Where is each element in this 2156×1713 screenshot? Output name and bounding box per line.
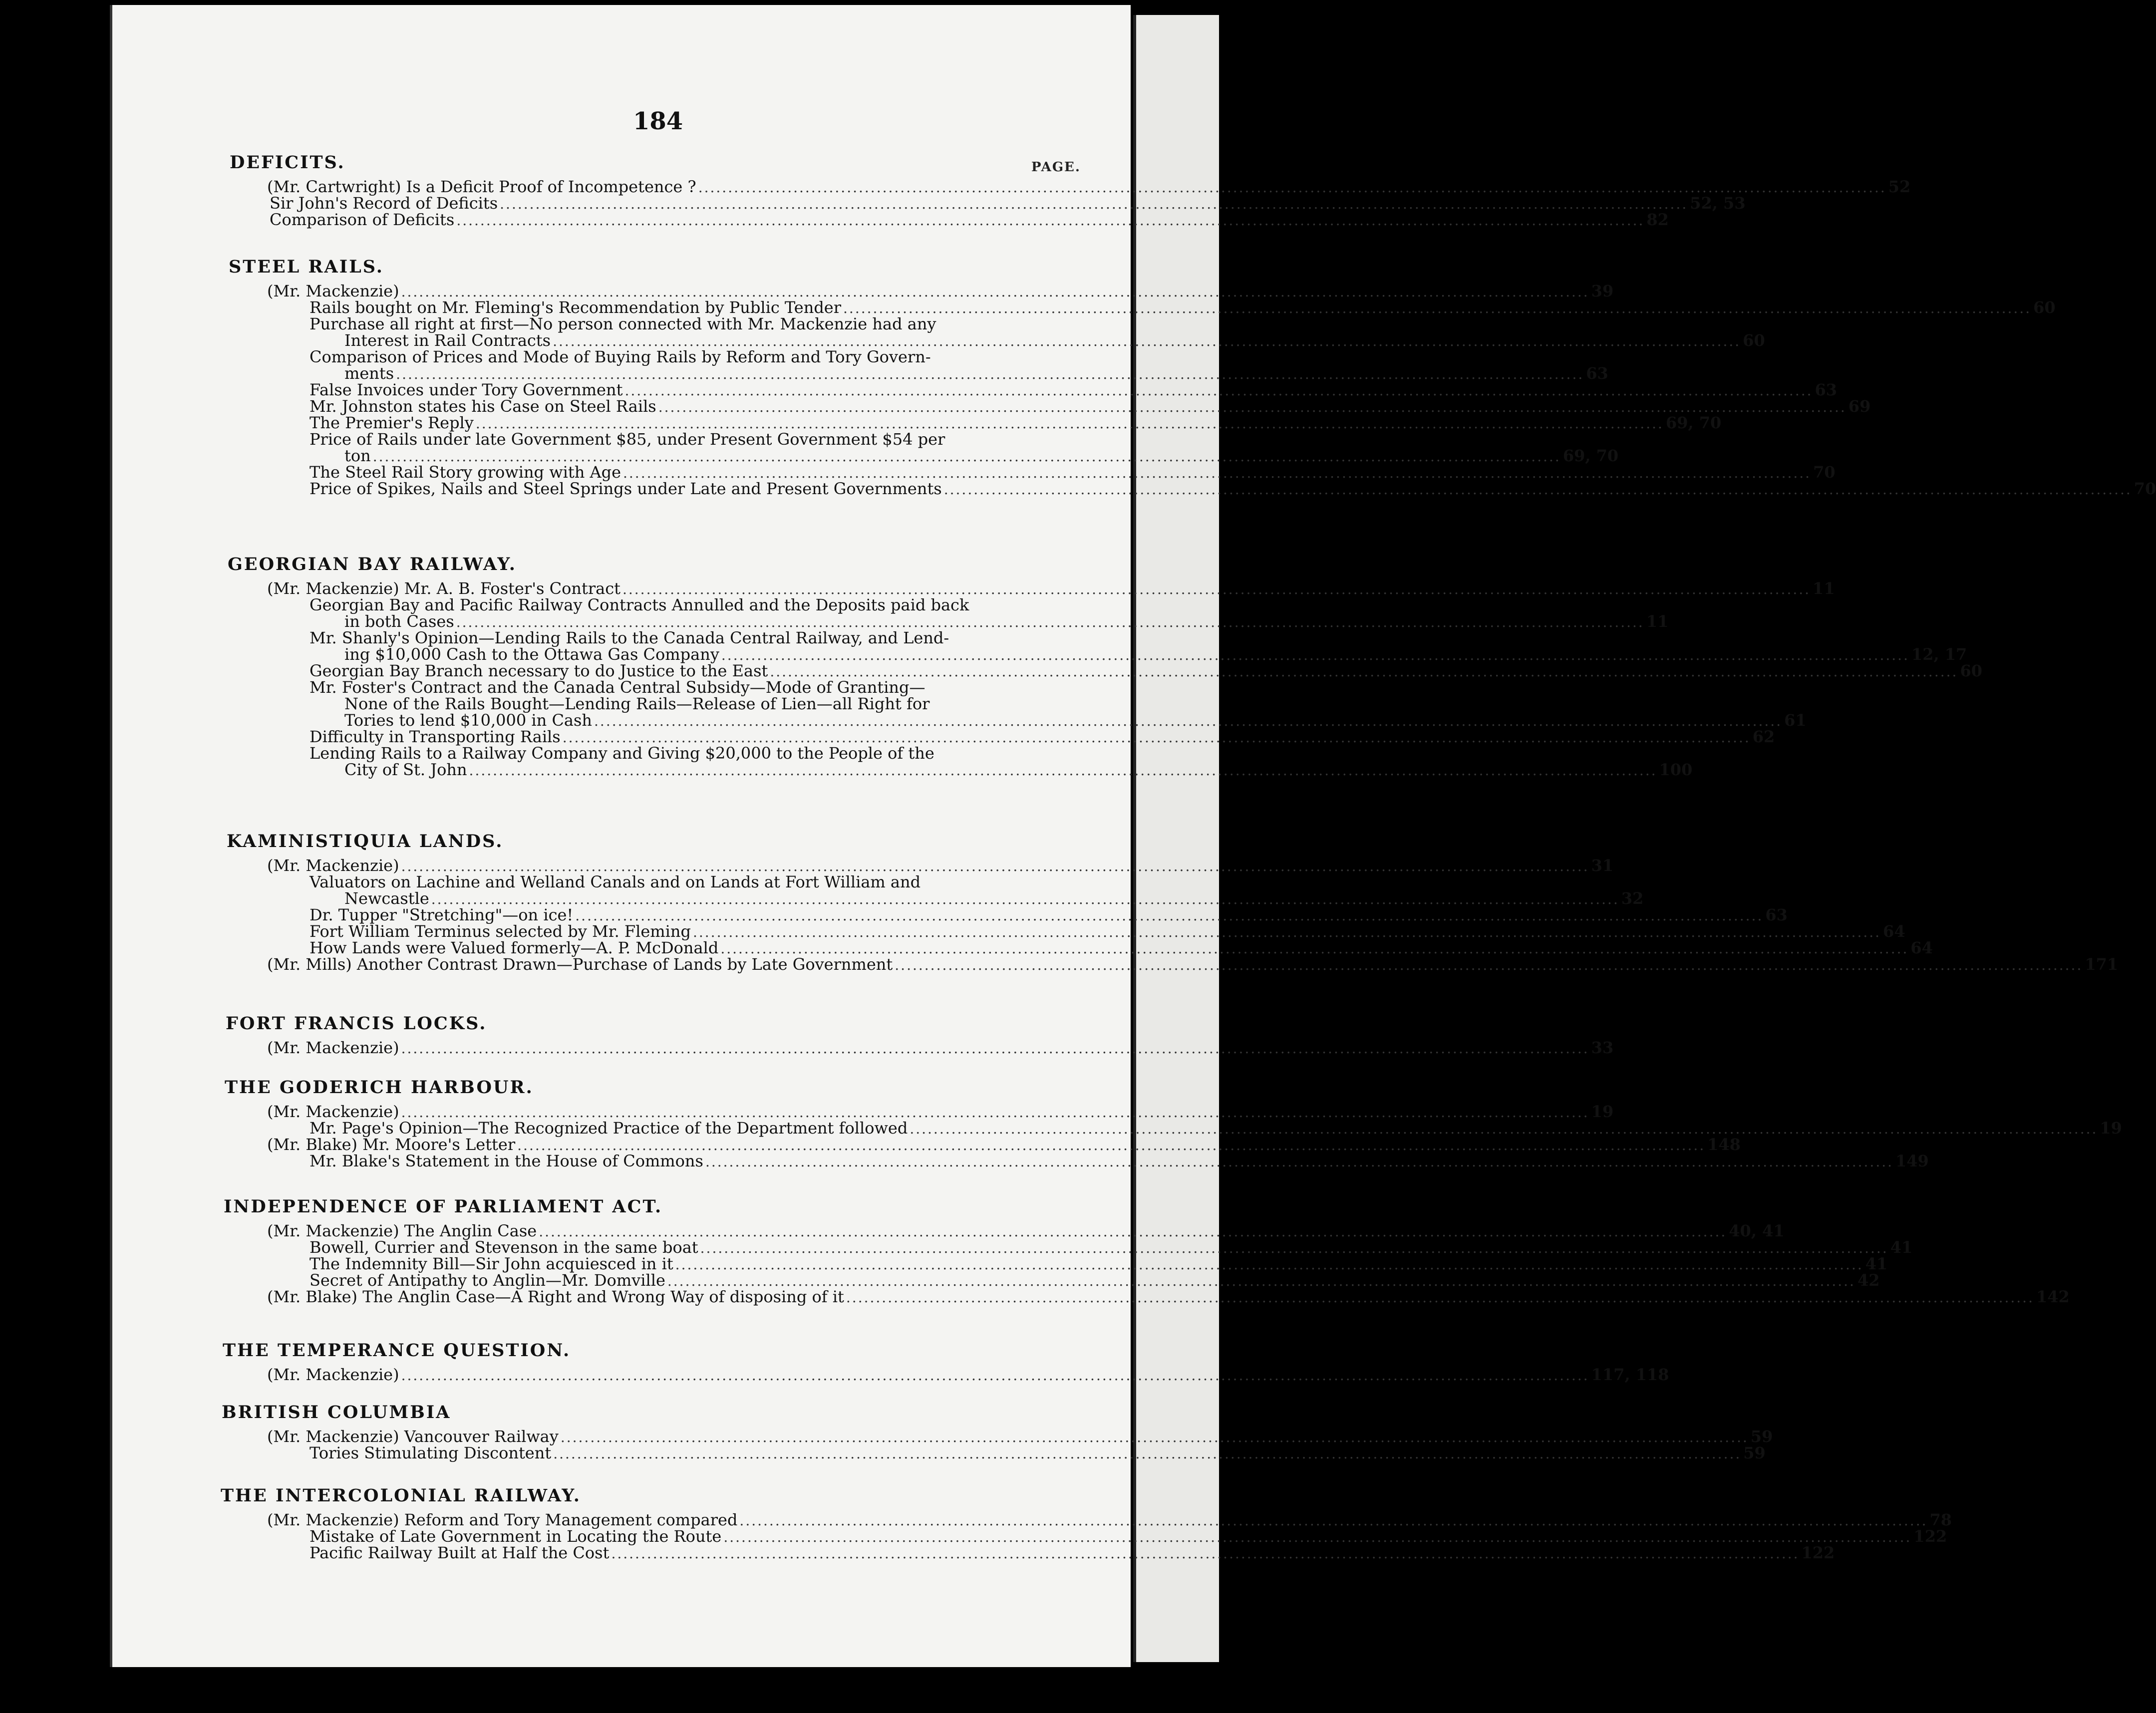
dot-leader: ........................................................................................................................................................................................................ bbox=[943, 481, 2132, 498]
entry-page: 64 bbox=[1910, 938, 1933, 957]
entry-text-line: None of the Rails Bought—Lending Rails—Release of Lien—all Right for bbox=[344, 694, 930, 713]
entry-text: in both Cases bbox=[344, 612, 454, 631]
dot-leader: ........................................................................................................................................................................................................ bbox=[401, 858, 1589, 874]
entry-page: 59 bbox=[1750, 1427, 1773, 1446]
section-heading: BRITISH COLUMBIA bbox=[222, 1402, 451, 1423]
index-entry bbox=[267, 1038, 1614, 1058]
entry-text-line: Purchase all right at first—No person connected with Mr. Mackenzie had any bbox=[309, 314, 936, 333]
dot-leader: ........................................................................................................................................................................................................ bbox=[500, 196, 1688, 212]
entry-text: (Mr. Blake) The Anglin Case—A Right and Wrong Way of disposing of it bbox=[267, 1287, 844, 1306]
entry-text-line: Mr. Shanly's Opinion—Lending Rails to the Canada Central Railway, and Lend- bbox=[309, 628, 949, 647]
entry-page: 122 bbox=[1801, 1543, 1835, 1562]
entry-text: ing $10,000 Cash to the Ottawa Gas Company bbox=[344, 645, 719, 664]
section-heading: INDEPENDENCE OF PARLIAMENT ACT. bbox=[224, 1196, 663, 1217]
dot-leader: ........................................................................................................................................................................................................ bbox=[770, 663, 1958, 680]
entry-page: 63 bbox=[1765, 905, 1788, 924]
section-heading: THE INTERCOLONIAL RAILWAY. bbox=[221, 1485, 581, 1506]
entry-page: 33 bbox=[1591, 1038, 1614, 1057]
entry-page: 171 bbox=[2085, 955, 2119, 974]
entry-page: 11 bbox=[1646, 612, 1669, 631]
dot-leader: ........................................................................................................................................................................................................ bbox=[456, 212, 1645, 229]
entry-text: (Mr. Mackenzie) bbox=[267, 1365, 399, 1384]
entry-text: ton bbox=[344, 446, 371, 465]
entry-page: 60 bbox=[2033, 298, 2056, 317]
entry-text: (Mr. Mackenzie) The Anglin Case bbox=[267, 1221, 537, 1240]
entry-text-line: Valuators on Lachine and Welland Canals and on Lands at Fort William and bbox=[309, 872, 921, 891]
entry-page: 63 bbox=[1815, 380, 1838, 399]
entry-page: 61 bbox=[1784, 711, 1807, 730]
entry-text: Mr. Blake's Statement in the House of Commons bbox=[309, 1151, 703, 1170]
entry-text: City of St. John bbox=[344, 760, 467, 779]
entry-text: (Mr. Mackenzie) Reform and Tory Management compared bbox=[267, 1510, 738, 1529]
dot-leader: ........................................................................................................................................................................................................ bbox=[560, 1429, 1749, 1445]
entry-text: How Lands were Valued formerly—A. P. McDonald bbox=[309, 938, 719, 957]
dot-leader: ........................................................................................................................................................................................................ bbox=[721, 647, 1909, 663]
entry-page: 39 bbox=[1591, 282, 1614, 300]
section-heading: DEFICITS. bbox=[230, 152, 345, 173]
dot-leader: ........................................................................................................................................................................................................ bbox=[456, 614, 1644, 630]
entry-page: 69, 70 bbox=[1665, 413, 1722, 432]
entry-text: Mistake of Late Government in Locating the Route bbox=[309, 1527, 722, 1546]
dot-leader: ........................................................................................................................................................................................................ bbox=[401, 284, 1589, 300]
dot-leader: ........................................................................................................................................................................................................ bbox=[624, 382, 1813, 399]
entry-text: Mr. Page's Opinion—The Recognized Practice of the Department followed bbox=[309, 1119, 908, 1138]
entry-page: 11 bbox=[1813, 579, 1835, 598]
section-heading: KAMINISTIQUIA LANDS. bbox=[227, 831, 504, 852]
entry-text: Bowell, Currier and Stevenson in the same boat bbox=[309, 1238, 698, 1257]
dot-leader: ........................................................................................................................................................................................................ bbox=[396, 366, 1584, 382]
entry-text: Mr. Johnston states his Case on Steel Rails bbox=[309, 397, 656, 416]
dot-leader: ........................................................................................................................................................................................................ bbox=[720, 940, 1909, 957]
entry-page: 64 bbox=[1883, 922, 1905, 941]
dot-leader: ........................................................................................................................................................................................................ bbox=[895, 957, 2083, 973]
entry-page: 100 bbox=[1659, 760, 1693, 779]
facing-page-edge bbox=[1133, 15, 1219, 1662]
section-heading: GEORGIAN BAY RAILWAY. bbox=[228, 554, 517, 574]
dot-leader: ........................................................................................................................................................................................................ bbox=[698, 179, 1886, 196]
index-entry bbox=[267, 1287, 2070, 1307]
entry-page: 12, 17 bbox=[1911, 645, 1967, 664]
entry-page: 142 bbox=[2036, 1287, 2070, 1306]
dot-leader: ........................................................................................................................................................................................................ bbox=[846, 1289, 2034, 1306]
dot-leader: ........................................................................................................................................................................................................ bbox=[553, 1445, 1742, 1462]
entry-text: Secret of Antipathy to Anglin—Mr. Domville bbox=[309, 1271, 665, 1290]
entry-text: (Mr. Mills) Another Contrast Drawn—Purchase of Lands by Late Government bbox=[267, 955, 893, 974]
entry-text: ments bbox=[344, 364, 394, 383]
entry-page: 59 bbox=[1743, 1443, 1766, 1462]
entry-page: 117, 118 bbox=[1591, 1365, 1669, 1384]
dot-leader: ........................................................................................................................................................................................................ bbox=[675, 1256, 1863, 1273]
entry-text: Pacific Railway Built at Half the Cost bbox=[309, 1543, 610, 1562]
entry-text: The Indemnity Bill—Sir John acquiesced in it bbox=[309, 1254, 673, 1273]
dot-leader: ........................................................................................................................................................................................................ bbox=[401, 1367, 1589, 1384]
page-number: 184 bbox=[633, 107, 683, 135]
dot-leader: ........................................................................................................................................................................................................ bbox=[705, 1153, 1894, 1170]
index-entry bbox=[267, 1365, 1669, 1385]
entry-text: Dr. Tupper "Stretching"—on ice! bbox=[309, 905, 574, 924]
entry-page: 148 bbox=[1707, 1135, 1741, 1154]
entry-page: 82 bbox=[1646, 210, 1669, 229]
dot-leader: ........................................................................................................................................................................................................ bbox=[517, 1137, 1706, 1153]
dot-leader: ........................................................................................................................................................................................................ bbox=[475, 415, 1664, 432]
entry-page: 149 bbox=[1895, 1151, 1929, 1170]
entry-page: 32 bbox=[1621, 889, 1644, 908]
dot-leader: ........................................................................................................................................................................................................ bbox=[562, 729, 1751, 746]
dot-leader: ........................................................................................................................................................................................................ bbox=[843, 300, 2032, 316]
entry-page: 19 bbox=[2100, 1119, 2122, 1138]
entry-page: 19 bbox=[1591, 1102, 1614, 1121]
dot-leader: ........................................................................................................................................................................................................ bbox=[372, 448, 1561, 465]
entry-text-line: Price of Rails under late Government $85, under Present Government $54 per bbox=[309, 430, 945, 449]
entry-text: False Invoices under Tory Government bbox=[309, 380, 623, 399]
dot-leader: ........................................................................................................................................................................................................ bbox=[575, 907, 1764, 924]
entry-text: Newcastle bbox=[344, 889, 429, 908]
index-entry bbox=[309, 1151, 1929, 1171]
entry-text: Difficulty in Transporting Rails bbox=[309, 727, 561, 746]
entry-text: (Mr. Cartwright) Is a Deficit Proof of Incompetence ? bbox=[267, 177, 696, 196]
entry-text: (Mr. Mackenzie) Mr. A. B. Foster's Contract bbox=[267, 579, 620, 598]
dot-leader: ........................................................................................................................................................................................................ bbox=[658, 399, 1847, 415]
entry-page: 69 bbox=[1848, 397, 1871, 416]
entry-text: Interest in Rail Contracts bbox=[344, 331, 551, 350]
entry-text: Sir John's Record of Deficits bbox=[270, 194, 498, 213]
entry-page: 60 bbox=[1743, 331, 1765, 350]
entry-page: 40, 41 bbox=[1729, 1221, 1785, 1240]
entry-text: Tories Stimulating Discontent bbox=[309, 1443, 552, 1462]
entry-text: (Mr. Mackenzie) Vancouver Railway bbox=[267, 1427, 559, 1446]
entry-text: Price of Spikes, Nails and Steel Springs under Late and Present Governments bbox=[309, 479, 942, 498]
entry-page: 62 bbox=[1752, 727, 1775, 746]
dot-leader: ........................................................................................................................................................................................................ bbox=[401, 1104, 1589, 1121]
entry-text: (Mr. Mackenzie) bbox=[267, 1038, 399, 1057]
entry-text-line: Comparison of Prices and Mode of Buying Rails by Reform and Tory Govern- bbox=[309, 347, 931, 366]
dot-leader: ........................................................................................................................................................................................................ bbox=[553, 333, 1741, 349]
section-heading: FORT FRANCIS LOCKS. bbox=[226, 1013, 487, 1034]
entry-page: 41 bbox=[1890, 1238, 1913, 1257]
index-entry bbox=[344, 760, 1693, 780]
entry-text: (Mr. Blake) Mr. Moore's Letter bbox=[267, 1135, 516, 1154]
dot-leader: ........................................................................................................................................................................................................ bbox=[431, 891, 1619, 907]
dot-leader: ........................................................................................................................................................................................................ bbox=[539, 1223, 1727, 1240]
index-entry bbox=[267, 955, 2119, 975]
index-entry bbox=[309, 1443, 1766, 1463]
dot-leader: ........................................................................................................................................................................................................ bbox=[469, 762, 1657, 779]
entry-page: 122 bbox=[1913, 1527, 1947, 1546]
dot-leader: ........................................................................................................................................................................................................ bbox=[667, 1273, 1855, 1289]
dot-leader: ........................................................................................................................................................................................................ bbox=[700, 1240, 1888, 1256]
entry-text: (Mr. Mackenzie) bbox=[267, 1102, 399, 1121]
entry-page: 70 bbox=[2134, 479, 2156, 498]
entry-page: 70 bbox=[1813, 463, 1836, 482]
entry-text: Rails bought on Mr. Fleming's Recommendation by Public Tender bbox=[309, 298, 842, 317]
dot-leader: ........................................................................................................................................................................................................ bbox=[739, 1512, 1928, 1529]
dot-leader: ........................................................................................................................................................................................................ bbox=[611, 1545, 1800, 1562]
index-entry bbox=[309, 479, 2156, 499]
dot-leader: ........................................................................................................................................................................................................ bbox=[594, 713, 1783, 729]
entry-page: 52 bbox=[1888, 177, 1911, 196]
entry-text: (Mr. Mackenzie) bbox=[267, 856, 399, 875]
entry-text: (Mr. Mackenzie) bbox=[267, 282, 399, 300]
entry-page: 69, 70 bbox=[1562, 446, 1619, 465]
dot-leader: ........................................................................................................................................................................................................ bbox=[723, 1529, 1912, 1545]
entry-text-line: Lending Rails to a Railway Company and Giving $20,000 to the People of the bbox=[309, 744, 934, 763]
entry-page: 63 bbox=[1586, 364, 1608, 383]
section-heading: STEEL RAILS. bbox=[229, 257, 384, 277]
entry-text-line: Mr. Foster's Contract and the Canada Central Subsidy—Mode of Granting— bbox=[309, 678, 925, 697]
entry-page: 41 bbox=[1865, 1254, 1888, 1273]
section-heading: THE TEMPERANCE QUESTION. bbox=[223, 1340, 571, 1361]
section-heading: THE GODERICH HARBOUR. bbox=[225, 1077, 534, 1098]
entry-page: 78 bbox=[1929, 1510, 1952, 1529]
entry-text: Comparison of Deficits bbox=[270, 210, 455, 229]
entry-page: 42 bbox=[1857, 1271, 1880, 1290]
entry-page: 31 bbox=[1591, 856, 1614, 875]
index-entry bbox=[270, 210, 1669, 230]
dot-leader: ........................................................................................................................................................................................................ bbox=[401, 1040, 1589, 1057]
entry-page: 52, 53 bbox=[1690, 194, 1746, 213]
entry-text: Fort William Terminus selected by Mr. Fleming bbox=[309, 922, 691, 941]
dot-leader: ........................................................................................................................................................................................................ bbox=[692, 924, 1881, 940]
entry-text-line: Georgian Bay and Pacific Railway Contracts Annulled and the Deposits paid back bbox=[309, 595, 969, 614]
dot-leader: ........................................................................................................................................................................................................ bbox=[910, 1121, 2098, 1137]
entry-text: The Steel Rail Story growing with Age bbox=[309, 463, 621, 482]
entry-text: Tories to lend $10,000 in Cash bbox=[344, 711, 593, 730]
index-entry bbox=[309, 1543, 1835, 1563]
page-column-label: PAGE. bbox=[1031, 160, 1081, 175]
dot-leader: ........................................................................................................................................................................................................ bbox=[622, 581, 1811, 597]
entry-text: Georgian Bay Branch necessary to do Justice to the East bbox=[309, 661, 768, 680]
dot-leader: ........................................................................................................................................................................................................ bbox=[623, 465, 1812, 481]
entry-text: The Premier's Reply bbox=[309, 413, 474, 432]
entry-page: 60 bbox=[1960, 661, 1982, 680]
